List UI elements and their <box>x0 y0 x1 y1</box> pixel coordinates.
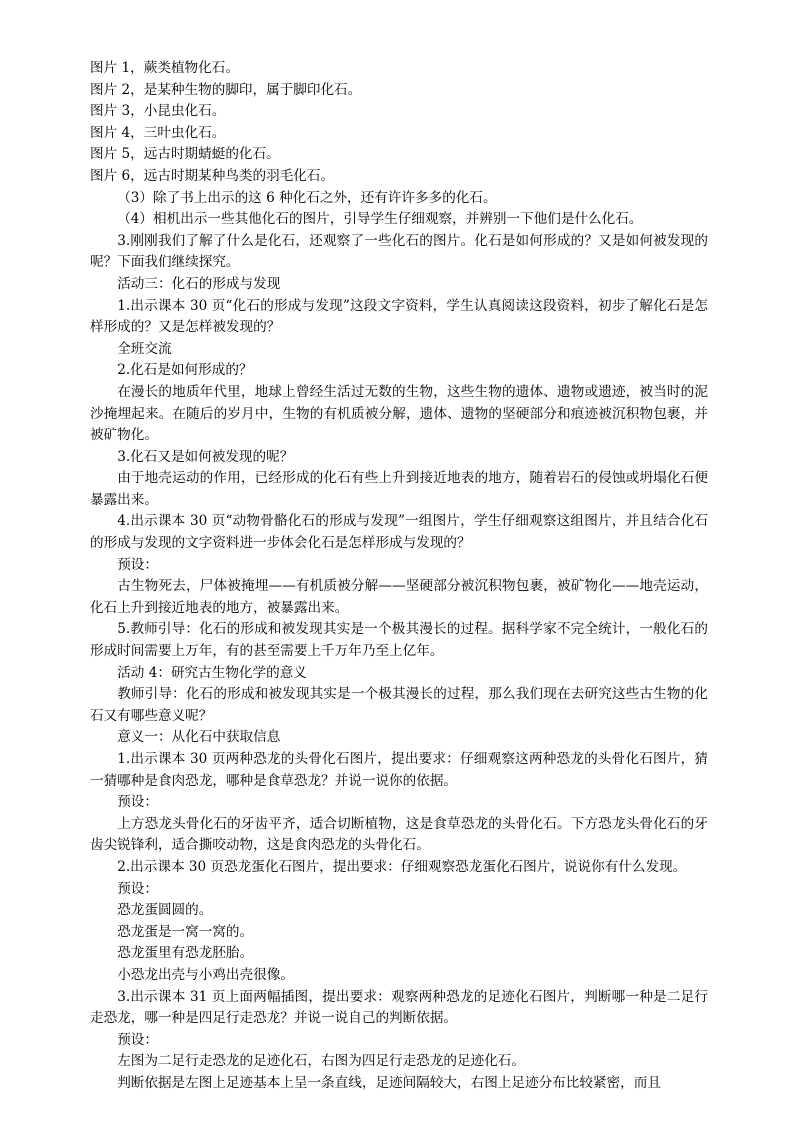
paragraph: 2.化石是如何形成的？ <box>117 362 253 379</box>
paragraph: 恐龙蛋里有恐龙胚胎。 <box>117 945 254 962</box>
document-body <box>90 58 708 1095</box>
paragraph: 3.化石又是如何被发现的呢？ <box>117 448 294 465</box>
paragraph: 预设： <box>117 880 158 897</box>
paragraph: 全班交流 <box>117 340 172 357</box>
paragraph: 教师引导：化石的形成和被发现其实是一个极其漫长的过程，那么我们现在去研究这些古生物的化石又有哪些意义呢？ <box>90 686 708 724</box>
paragraph: 预设： <box>117 1031 158 1048</box>
paragraph: 图片 6，远古时期某种鸟类的羽毛化石。 <box>90 167 335 184</box>
paragraph: （4）相机出示一些其他化石的图片，引导学生仔细观察，并辨别一下他们是什么化石。 <box>117 211 643 228</box>
paragraph: 3.出示课本 31 页上面两幅插图，提出要求：观察两种恐龙的足迹化石图片，判断哪一种是二足行走恐龙，哪一种是四足行走恐龙？并说一说自己的判断依据。 <box>90 988 708 1027</box>
paragraph: 由于地壳运动的作用，已经形成的化石有些上升到接近地表的地方，随着岩石的侵蚀或坍塌化石便暴露出来。 <box>90 470 708 508</box>
paragraph: 1.出示课本 30 页两种恐龙的头骨化石图片，提出要求：仔细观察这两种恐龙的头骨化石图片，猜一猜哪种是食肉恐龙，哪种是食草恐龙？并说一说你的依据。 <box>90 751 708 789</box>
paragraph: 判断依据是左图上足迹基本上呈一条直线，足迹间隔较大，右图上足迹分布比较紧密，而且 <box>117 1074 661 1091</box>
paragraph: 小恐龙出壳与小鸡出壳很像。 <box>117 966 294 983</box>
section-heading: 意义一：从化石中获取信息 <box>117 729 281 746</box>
paragraph: 左图为二足行走恐龙的足迹化石，右图为四足行走恐龙的足迹化石。 <box>117 1053 525 1070</box>
paragraph: 2.出示课本 30 页恐龙蛋化石图片，提出要求：仔细观察恐龙蛋化石图片，说说你有什么发现。 <box>117 858 687 875</box>
paragraph: 恐龙蛋是一窝一窝的。 <box>117 923 254 940</box>
section-heading: 活动三：化石的形成与发现 <box>117 275 281 292</box>
paragraph: 图片 3，小昆虫化石。 <box>90 103 226 120</box>
paragraph: 图片 1，蕨类植物化石。 <box>90 60 239 76</box>
paragraph: 1.出示课本 30 页“化石的形成与发现”这段文字资料，学生认真阅读这段资料，初步了解化石是怎样形成的？又是怎样被发现的？ <box>90 297 708 336</box>
paragraph: 3.刚刚我们了解了什么是化石，还观察了一些化石的图片。化石是如何形成的？又是如何被发现的呢？下面我们继续探究。 <box>90 232 708 271</box>
section-heading: 活动 4：研究古生物化学的意义 <box>117 664 307 681</box>
paragraph: 预设： <box>117 794 158 811</box>
paragraph: （3）除了书上出示的这 6 种化石之外，还有许许多多的化石。 <box>117 189 497 206</box>
paragraph: 在漫长的地质年代里，地球上曾经生活过无数的生物，这些生物的遗体、遗物或遗迹，被当时的泥沙掩埋起来。在随后的岁月中，生物的有机质被分解，遗体、遗物的坚硬部分和痕迹被沉积物包裹，并被矿物化。 <box>90 383 708 444</box>
paragraph: 图片 2，是某种生物的脚印，属于脚印化石。 <box>90 81 362 98</box>
paragraph: 古生物死去，尸体被掩埋——有机质被分解——坚硬部分被沉积物包裹，被矿物化——地壳运动，化石上升到接近地表的地方，被暴露出来。 <box>90 578 708 616</box>
paragraph: 4.出示课本 30 页“动物骨骼化石的形成与发现”一组图片，学生仔细观察这组图片，并且结合化石的形成与发现的文字资料进一步体会化石是怎样形成与发现的？ <box>90 513 708 552</box>
paragraph: 5.教师引导：化石的形成和被发现其实是一个极其漫长的过程。据科学家不完全统计，一般化石的形成时间需要上万年，有的甚至需要上千万年乃至上亿年。 <box>90 621 708 660</box>
paragraph: 图片 5，远古时期蜻蜓的化石。 <box>90 146 280 163</box>
paragraph: 预设： <box>117 556 158 573</box>
paragraph: 上方恐龙头骨化石的牙齿平齐，适合切断植物，这是食草恐龙的头骨化石。下方恐龙头骨化石的牙齿尖锐锋利，适合撕咬动物，这是食肉恐龙的头骨化石。 <box>90 815 708 854</box>
paragraph: 恐龙蛋圆圆的。 <box>117 902 213 919</box>
paragraph: 图片 4，三叶虫化石。 <box>90 124 226 141</box>
